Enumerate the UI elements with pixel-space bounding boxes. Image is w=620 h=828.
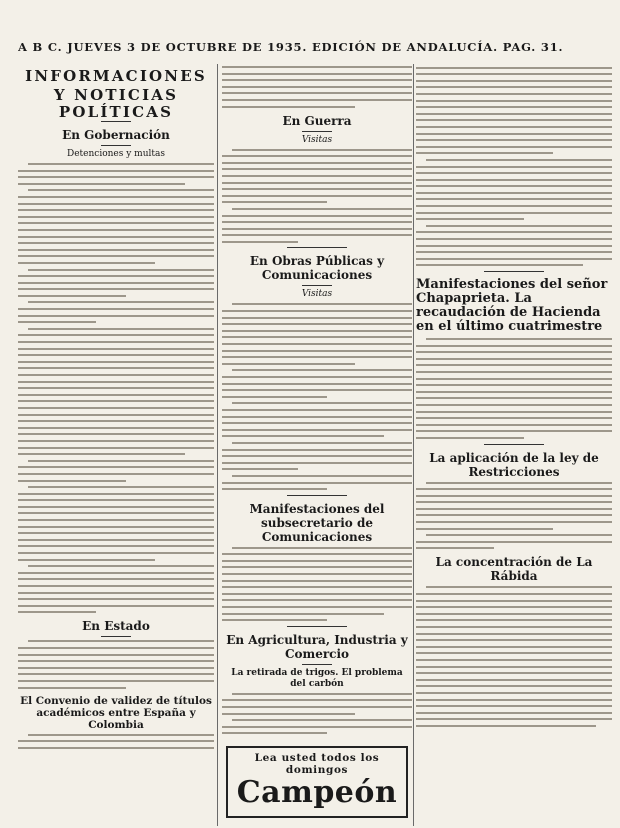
divider — [287, 247, 347, 248]
article-text — [416, 482, 612, 550]
divider — [287, 626, 347, 627]
divider — [302, 664, 332, 665]
subheading-visitas: Visitas — [301, 289, 333, 300]
divider — [287, 495, 347, 496]
article-text — [222, 693, 412, 735]
column-rule — [217, 64, 218, 826]
divider — [101, 121, 131, 122]
section-heading-estado: En Estado — [82, 619, 150, 634]
divider — [484, 444, 544, 445]
divider — [101, 145, 131, 146]
section-heading-guerra: En Guerra — [282, 113, 352, 128]
page-header: A B C. JUEVES 3 DE OCTUBRE DE 1935. EDICIÓN DE ANDALUCÍA. PAG. 31. — [18, 40, 564, 54]
divider — [302, 285, 332, 286]
article-text — [416, 338, 612, 439]
subheading-visitas: Visitas — [301, 134, 333, 145]
divider — [484, 271, 544, 272]
heading-convenio: El Convenio de validez de títulos académicos entre España y Colombia — [20, 694, 212, 731]
article-text — [222, 303, 412, 490]
section-heading-manifestaciones-sub: Manifestaciones del subsecretario de Comunicaciones — [249, 501, 385, 544]
ad-tagline: Lea usted todos los domingos — [254, 752, 380, 777]
heading-chapaprieta: Manifestaciones del señor Chapaprieta. La recaudación de Hacienda en el último cuatrimestre — [416, 277, 608, 334]
article-text — [18, 640, 214, 688]
divider — [302, 131, 332, 132]
divider — [101, 636, 131, 637]
column-3 — [416, 66, 612, 828]
ad-brand: Campeón — [236, 775, 398, 811]
advertisement-box — [226, 746, 408, 818]
article-text — [222, 66, 412, 108]
article-text — [222, 149, 412, 243]
section-heading-obras: En Obras Públicas y Comunicaciones — [249, 254, 385, 283]
heading-rabida: La concentración de La Rábida — [435, 555, 593, 584]
article-text — [18, 163, 214, 613]
subheading-retirada: La retirada de trigos. El problema del carbón — [231, 667, 403, 689]
article-text — [416, 586, 612, 726]
main-title-line-2: Y NOTICIAS POLÍTICAS — [53, 86, 179, 121]
article-text — [416, 66, 612, 266]
subheading-detenciones: Detenciones y multas — [67, 149, 165, 159]
heading-ley-restricciones: La aplicación de la ley de Restricciones — [429, 450, 599, 479]
section-heading-gobernacion: En Gobernación — [62, 128, 170, 142]
main-title-line-1: INFORMACIONES — [25, 67, 207, 85]
column-rule — [413, 64, 414, 826]
article-text — [222, 547, 412, 622]
column-2 — [222, 66, 412, 828]
article-text — [18, 734, 214, 749]
section-heading-agricultura: En Agricultura, Industria y Comercio — [226, 632, 408, 661]
column-1 — [18, 66, 214, 828]
